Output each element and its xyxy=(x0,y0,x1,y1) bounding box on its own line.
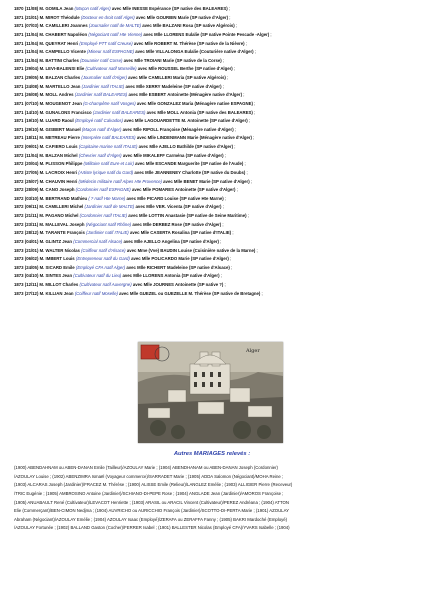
entry-bride: avec Mlle AJELLO Angelina xyxy=(123,238,180,244)
entry-bride: avec Mme (Vve) BAUDIN Louise xyxy=(126,247,193,253)
entry-spouse: M. MIROT Théodule xyxy=(39,14,80,20)
entry-spouse-detail: (Docteur en droit natif Alger) xyxy=(80,14,135,20)
entry-bride-detail: (SP native d'Alger) xyxy=(209,118,248,124)
entry-spouse: M. CAMILLERI Joannes xyxy=(39,23,88,29)
entry-year: 1872 xyxy=(14,161,24,167)
entry-bride-detail: (SP native d'Alger) xyxy=(197,187,236,193)
entry-spouse: M. TARANTE François xyxy=(39,230,85,236)
entry-bride-detail: (SP native d'Alger) xyxy=(185,152,224,158)
entry-bride: avec Mlle MIKALEFF Carména xyxy=(122,152,185,158)
list-item: 1871 (29/04) M. LEVI-BALENSI Elie (Cultivateur natif Marseille) avec Mlle ROUSSEL Berthe (SP native d'Alger) ; xyxy=(14,66,236,72)
list-item: 1873 (06/02) M. IMBERT Louis (Entrepreneur natif du Gard) avec Mlle POLICARDO Marie (SP native d'Alger) ; xyxy=(14,256,232,262)
entry-spouse: M. CHABERT Napoléon xyxy=(39,31,88,37)
marriage-list xyxy=(14,5,419,298)
entry-bride: avec Mlle LAGOUARDETTE M. Antoinette xyxy=(124,118,209,124)
entry-spouse-detail: (Médecin militaire natif Alpes Hte Provence) xyxy=(78,178,162,184)
entry-date: (20/04) xyxy=(24,161,39,167)
entry-bride: avec Mlle LOTTIN Anastasie xyxy=(128,213,186,218)
list-item: /TRIC Eugénie ; (1905) AMBROSINO Antoine (Jardinier)/SCHIANO-DI-PEPE Rose ; (1904) ANGLADE Jean (Jardinier)/AMOROS Françoise ; xyxy=(14,490,284,496)
list-item: 1871 (26/08) M. MOLL Andres (Jardinier natif BALEARES) avec Mlle ESBERT Antoinette (Ménagère native d'Alger) ; xyxy=(14,92,245,98)
entry-spouse-detail: (Artiste lyrique natif du Gard) xyxy=(78,169,134,175)
entry-spouse-detail: (Employé PTT natif Creuse) xyxy=(79,40,133,46)
entry-spouse-detail: (Jardinier natif de MALTE) xyxy=(84,204,135,210)
entry-date: (11/04) xyxy=(24,49,39,55)
entry-year: 1872 xyxy=(14,221,24,227)
entry-bride-detail: (SP native de la Nièvre) xyxy=(197,40,245,46)
entry-date: (11/04) xyxy=(24,57,39,63)
entry-spouse: M. IMBERT Louis xyxy=(39,256,75,262)
list-item: 1871 (29/05) M. BALZAN Charles (Journalier natif d'Alger) avec Mlle CAMILLERI Maria (SP native Algérois) ; xyxy=(14,75,229,80)
list-item: 1871 (11/04) M. CAMPELLO Vicente (Mineur natif ESPAGNE) avec Mlle VILLALONGA Eulalie (Couturière native d'Alger) ; xyxy=(14,49,256,55)
entry-bride-detail: (SP native d'Alger) xyxy=(180,238,219,244)
entry-spouse: M. LEVI-BALENSI Elie xyxy=(39,66,85,72)
entry-bride-detail: (SP native d'Alger) xyxy=(211,178,250,184)
list-item: (1905) ANUABAULT René (Cultivateur)/LEVACOT Henriette ; (1903) ARASIL ou ARACIL Vincent (Cultivateur)/PEREZ Andréana ; (1904) ATTON xyxy=(14,499,289,505)
entry-bride-detail: (SP native d'Alger) xyxy=(190,256,229,262)
entry-spouse: M. MALLEVAL Joseph xyxy=(39,221,85,227)
list-item: 1871 (29/10) M. GISBERT Manuel (Maçon natif d'Alger) avec Mlle RIPOLL Françoise (Ménagère native d'Alger) ; xyxy=(14,126,237,132)
list-item: 1872 (03/10) M. BERTRAND Mathieu ( ? natif Hte Marne) avec Mlle PICARD Louise (SP native Hte Marne) ; xyxy=(14,195,227,201)
entry-bride-detail: (SP native Algérois) xyxy=(194,23,235,29)
entry-date: (06/02) xyxy=(24,256,39,262)
entry-bride: avec Mlle CASERTA Rosalina xyxy=(129,230,190,236)
entry-spouse-detail: (Entrepreneur natif du Gard) xyxy=(75,256,130,262)
entry-bride: avec Mlle RICHERT Madeleine xyxy=(126,264,188,270)
entry-year: 1872 xyxy=(14,178,24,184)
entry-year: 1872 xyxy=(14,204,24,210)
list-item: 1873 (12/11) M. MILLOT Charles (Cultivateur natif Auvergne) avec Mlle JOURNES Antoinette (SP native ?) ; xyxy=(14,282,226,287)
entry-date: (24/08) xyxy=(24,83,39,89)
entry-bride: avec Mlle JOURNES Antoinette xyxy=(132,282,197,287)
entry-bride-detail: (SP native des BALEARES) xyxy=(197,109,253,115)
entry-spouse: M. CANO Joseph xyxy=(39,187,75,193)
entry-year: 1871 xyxy=(14,31,24,37)
list-item: 1871 (24/08) M. MARTELLO Jean (Jardinier natif ITALIE) avec Mlle XERRY Madeleine (SP native d'Alger) ; xyxy=(14,83,224,89)
entry-date: (09/11) xyxy=(24,204,39,210)
entry-year: 1872 xyxy=(14,230,24,236)
entry-spouse: M. MOUGENOT Jean xyxy=(39,100,82,106)
entry-date: (29/10) xyxy=(24,126,39,132)
entry-year: 1872 xyxy=(14,169,24,175)
entry-bride: avec Mlle JEANNENEY Charlotte xyxy=(134,169,201,175)
entry-bride: avec Mlle POMARES Antoinette xyxy=(131,187,197,193)
entry-year: 1871 xyxy=(14,75,24,80)
entry-bride: avec Mlle AJELLO Bathilde xyxy=(138,144,194,149)
list-item: 1873 (24/05) M. SICARD Emile (Employé CFA natif Alger) avec Mlle RICHERT Madeleine (SP native d'Alsace) ; xyxy=(14,264,233,270)
list-item: 1872 (11/04) M. BALZAN Michel (Chevrier natif d'Alger) avec Mlle MIKALEFF Carména (SP native d'Alger) ; xyxy=(14,152,226,158)
entry-date: (19/10) xyxy=(24,118,39,124)
entry-date: (28/09) xyxy=(24,187,39,193)
entry-spouse-detail: (G-champêtre natif Vosges) xyxy=(83,100,136,106)
list-item: 1872 (21/11) M. PAGANO Michel (Cordonnier natif ITALIE) avec Mlle LOTTIN Anastasie (SP native de Seine Maritime) ; xyxy=(14,213,249,218)
entry-spouse-detail: (Commercial natif Alsace) xyxy=(73,238,123,244)
entry-date: (07/03) xyxy=(24,23,39,29)
list-item: 1873 (27/12) M. KILLIAN Jean (Coiffeur natif Moselle) avec Mlle GUEZEL ou GUEZELLE M. Thérèse (SP native de Bretagne) ; xyxy=(14,290,263,296)
entry-year: 1873 xyxy=(14,264,24,270)
entry-date: (04/01) xyxy=(24,238,39,244)
entry-year: 1871 xyxy=(14,23,24,29)
postcard-illustration xyxy=(138,342,283,443)
entry-bride-detail: (SP native de la Corse) xyxy=(175,57,222,63)
entry-spouse-detail: (Mineur natif ESPAGNE) xyxy=(87,49,135,55)
entry-year: 1870 xyxy=(14,6,24,11)
entry-spouse: M. CAFIERO Louis xyxy=(39,144,78,149)
list-item: 1870 (11/08) M. GOMILA Jean (Maçon natif Alger) avec Mlle INESSE Espérance (SP native des BALEARES) ; xyxy=(14,6,231,11)
entry-bride: avec Mlle BALZANI Rosa xyxy=(142,23,194,29)
entry-bride-detail: (SP native d'Alsace) xyxy=(188,264,230,270)
entry-spouse: M. MARTELLO Jean xyxy=(39,83,81,89)
entry-date: (11/04) xyxy=(24,31,39,37)
entry-spouse-detail: (Employé CFA natif Alger) xyxy=(75,264,126,270)
entry-bride: avec Mlle CAMILLERI Maria xyxy=(128,75,185,80)
entry-bride: avec Mlle ROUSSEL Berthe xyxy=(137,66,194,72)
entry-bride: avec Mlle POLICARDO Marie xyxy=(131,256,190,262)
entry-date: (21/11) xyxy=(24,213,39,218)
entry-date: (25/07) xyxy=(24,178,39,184)
list-item: 1871 (11/04) M. BATTINI Charles (Douanier natif Corse) avec Mlle TROIANI Marie (SP native de la Corse) ; xyxy=(14,57,225,63)
entry-date: (14/10) xyxy=(24,109,39,115)
entry-bride-detail: (Cuisinière native de la Marne) xyxy=(193,247,256,253)
entry-bride: avec Mlle BENET Marie xyxy=(163,178,211,184)
list-item: 1871 (11/04) M. QUEYRAT Henri (Employé PTT natif Creuse) avec Mlle ROBERT M. Thérèse (SP native de la Nièvre) ; xyxy=(14,40,247,46)
entry-bride-detail: (Ménagère native d'Alger) xyxy=(181,126,234,132)
entry-date: (23/11) xyxy=(24,221,39,227)
list-item: 1872 (09/11) M. CAMILLERI Michel (Jardinier natif de MALTE) avec Mlle VER. Vicenta (SP native d'Alger) ; xyxy=(14,204,224,210)
entry-spouse-detail: (Coiffeur natif Moselle) xyxy=(74,290,118,296)
list-item: 1871 (07/03) M. CAMILLERI Joannes (Journalier natif de MALTE) avec Mlle BALZANI Rosa (SP native Algérois) ; xyxy=(14,23,238,29)
entry-bride: avec Mlle LLORENS Antonia xyxy=(122,273,181,279)
entry-bride-detail: (SP native d'Alger) xyxy=(183,83,222,89)
list-item: 1871 (19/10) M. LUARD Raoul (Employé natif Calvados) avec Mlle LAGOUARDETTE M. Antoinette (SP native d'Alger) ; xyxy=(14,118,251,124)
entry-bride: avec Mlle ESBERT Antoinette xyxy=(128,92,189,98)
entry-bride-detail: (SP native d'Alger) xyxy=(181,273,220,279)
entry-spouse: M. LACROIX Henri xyxy=(39,169,78,175)
list-item: 1872 (25/07) M. CHAUVIN Henri (Médecin militaire natif Alpes Hte Provence) avec Mlle BENET Marie (SP native d'Alger) ; xyxy=(14,178,253,184)
entry-date: (27/12) xyxy=(24,290,39,296)
entry-bride: avec Mlle GOURBIN Marie xyxy=(135,14,189,20)
entry-date: (12/11) xyxy=(24,282,39,287)
entry-spouse: M. CHAUVIN Henri xyxy=(39,178,78,184)
entry-spouse: M. BALZAN Charles xyxy=(39,75,81,80)
entry-spouse: M. BERTRAND Mathieu xyxy=(39,195,88,201)
entry-bride-detail: (SP native d'Alger) xyxy=(183,204,222,210)
entry-spouse-detail: (Cordonnier natif ESPAGNE) xyxy=(75,187,131,193)
entry-spouse-detail: (Militaire natif Eure et Loir) xyxy=(83,161,134,167)
entry-bride-detail: (SP native de Bretagne) xyxy=(212,290,261,296)
entry-bride-detail: (SP native d'Alger) xyxy=(183,221,222,227)
entry-bride-detail: (SP native de l'Aude) xyxy=(200,161,244,167)
entry-year: 1873 xyxy=(14,282,24,287)
list-item: /AZOULAY Louise ; (1902) ABENZIMRA Ismaël (Voyageur commerce)/SARRADET Marie ; (1905) ADDA Salomon (Négociant)/MOHA Reine ; xyxy=(14,473,284,479)
entry-year: 1871 xyxy=(14,49,24,55)
entry-bride: avec Mlle GONZALEZ Maria xyxy=(136,100,194,106)
entry-year: 1872 xyxy=(14,187,24,193)
entry-bride-detail: (SP native des BALEARES) xyxy=(172,6,228,11)
entry-bride-detail: (SP native du Doubs) xyxy=(202,169,246,175)
entry-year: 1871 xyxy=(14,14,24,20)
entry-spouse-detail: (Négociant natif Hte Vienne) xyxy=(88,31,143,37)
entry-bride: avec Mlle PICARD Louise xyxy=(126,195,179,201)
entry-spouse-detail: (Employé natif Calvados) xyxy=(74,118,123,124)
entry-year: 1873 xyxy=(14,290,24,296)
entry-year: 1871 xyxy=(14,118,24,124)
entry-spouse-detail: (Interprète natif BALEARES) xyxy=(81,135,136,141)
entry-spouse: M. BALZAN Michel xyxy=(39,152,78,158)
entry-year: 1873 xyxy=(14,238,24,244)
entry-spouse-detail: (Capitaine marine natif ITALIE) xyxy=(78,144,138,149)
postcard-caption: Alger xyxy=(246,348,260,354)
entry-date: (27/05) xyxy=(24,169,39,175)
entry-bride: avec Mlle DERBEZ Rose xyxy=(132,221,183,227)
entry-spouse-detail: (Jardinier natif ITALIE) xyxy=(86,230,129,236)
list-item: 1871 (11/04) M. CHABERT Napoléon (Négociant natif Hte Vienne) avec Mlle LLORENS Eulalie (SP native Pointe Pescade -Alger) ; xyxy=(14,31,272,37)
entry-date: (24/05) xyxy=(24,264,39,270)
entry-spouse-detail: (Journalier natif d'Alger) xyxy=(81,75,127,80)
entry-bride: avec Mlle XERRY Madeleine xyxy=(125,83,183,89)
entry-bride-detail: (SP native de Seine Maritime) xyxy=(186,213,247,218)
entry-spouse: M. KILLIAN Jean xyxy=(39,290,74,296)
entry-year: 1871 xyxy=(14,126,24,132)
entry-bride: avec Mlle RIPOLL Françoise xyxy=(122,126,181,132)
entry-date: (03/10) xyxy=(24,195,39,201)
entry-bride: avec Mlle GUEZEL ou GUEZELLE M. Thérèse xyxy=(119,290,211,296)
entry-date: (18/11) xyxy=(24,135,39,141)
list-item: 1872 (20/04) M. PLISSON Philippe (Militaire natif Eure et Loir) avec Mlle ESCANDE Marguerite (SP native de l'Aude) ; xyxy=(14,161,246,167)
list-item: 1872 (28/09) M. CANO Joseph (Cordonnier natif ESPAGNE) avec Mlle POMARES Antoinette (SP native d'Alger) ; xyxy=(14,187,238,193)
entry-spouse-detail: (Jardinier natif BALEARES) xyxy=(92,109,146,115)
entry-year: 1871 xyxy=(14,92,24,98)
entry-year: 1873 xyxy=(14,273,24,279)
entry-bride-detail: (Ménagère native d'Alger) xyxy=(199,135,252,141)
entry-spouse: M. METREAU Pierre xyxy=(39,135,80,141)
entry-bride-detail: (Ménagère native d'Alger) xyxy=(189,92,243,98)
entry-bride: avec Mlle VER. Vicenta xyxy=(135,204,183,210)
entry-spouse: M. MOLL Andres xyxy=(39,92,74,98)
entry-bride: avec Mlle VILLALONGA Eulalie xyxy=(135,49,199,55)
entry-spouse: M. WALTER Nicolas xyxy=(39,247,80,253)
entry-year: 1873 xyxy=(14,256,24,262)
entry-year: 1871 xyxy=(14,135,24,141)
entry-spouse-detail: (Jardinier natif ITALIE) xyxy=(81,83,125,89)
entry-spouse-detail: (Cultivateur natif Auvergne) xyxy=(79,282,132,287)
entry-year: 1873 xyxy=(14,247,24,253)
list-item: Abraham (Négociant)/AZOULAY Emélie ; (1904) AZOULAY Isaac (Employé)/ZERAFA ou ZERAFFA Fanny ; (1905) BAKRI Mardoché (Employé) xyxy=(14,516,288,522)
list-item: 1872 (09/01) M. CAFIERO Louis (Capitaine marine natif ITALIE) avec Mlle AJELLO Bathilde (SP native d'Alger) ; xyxy=(14,144,236,149)
entry-spouse-detail: (Journalier natif de MALTE) xyxy=(88,23,142,29)
entry-year: 1872 xyxy=(14,152,24,158)
entry-spouse: M. LUARD Raoul xyxy=(39,118,74,124)
entry-spouse: M. GLINTZ Jean xyxy=(39,238,73,244)
list-item: 1873 (21/01) M. WALTER Nicolas (Coiffeur natif d'Alsace) avec Mme (Vve) BAUDIN Louise (Cuisinière native de la Marne) ; xyxy=(14,247,258,253)
list-item: (1900) ABENDAHNAM ou ABEN-DANAN Emile (Tailleur)/AZOULAY Marie ; (1904) ABENDHANAM ou ABEN-DANAN Joseph (Cordonnier) xyxy=(14,465,278,470)
entry-spouse-detail: (Cultivateur natif Marseille) xyxy=(85,66,137,72)
entry-year: 1871 xyxy=(14,83,24,89)
entry-spouse-detail: (Douanier natif Corse) xyxy=(80,57,123,63)
list-item: 1872 (27/05) M. LACROIX Henri (Artiste lyrique natif du Gard) avec Mlle JEANNENEY Charlotte (SP native du Doubs) ; xyxy=(14,169,248,175)
entry-bride-detail: (Ménagère native ESPAGNE) xyxy=(194,100,253,106)
list-item: 1871 (18/11) M. METREAU Pierre (Interprète natif BALEARES) avec Mlle LINDENMANN Marie (Ménagère native d'Alger) ; xyxy=(14,135,255,141)
entry-spouse-detail: (Jardinier natif BALEARES) xyxy=(74,92,128,98)
entry-spouse-detail: (Chevrier natif d'Alger) xyxy=(78,152,122,158)
entry-spouse-detail: (Cultivateur natif du Lieu) xyxy=(73,273,122,279)
list-item: 1871 (07/10) M. MOUGENOT Jean (G-champêtre natif Vosges) avec Mlle GONZALEZ Maria (Ménagère native ESPAGNE) ; xyxy=(14,100,256,106)
entry-bride: avec Mlle INESSE Espérance xyxy=(111,6,171,11)
entry-bride-detail: (SP native d'Alger) xyxy=(194,66,233,72)
entry-date: (21/01) xyxy=(24,247,39,253)
entry-bride: avec Mlle ROBERT M. Thérèse xyxy=(133,40,196,46)
entry-date: (29/05) xyxy=(24,75,39,80)
entry-bride-detail: (SP native Pointe Pescade -Alger) xyxy=(200,31,270,37)
entry-spouse-detail: (Négociant natif Rhône) xyxy=(85,221,132,227)
entry-year: 1871 xyxy=(14,57,24,63)
entry-spouse: M. SINTES Jean xyxy=(39,273,73,279)
entry-bride-detail: (Couturière native d'Alger) xyxy=(199,49,254,55)
entry-spouse: M. BATTINI Charles xyxy=(39,57,79,63)
entry-spouse-detail: (Maçon natif d'Alger) xyxy=(81,126,122,132)
entry-spouse: M. QUEYRAT Henri xyxy=(39,40,79,46)
entry-bride: avec Mlle TROIANI Marie xyxy=(123,57,174,63)
entry-year: 1871 xyxy=(14,40,24,46)
stamp-icon xyxy=(141,345,159,359)
entry-spouse: M. GISBERT Manuel xyxy=(39,126,81,132)
entry-bride-detail: (SP native ?) xyxy=(197,282,224,287)
alger-postcard-image xyxy=(138,342,283,443)
list-item: Elie (Commerçant)/BEN-CIMON Nedjma ; (1904) AUVRICHO ou AURICCHIO François (Jardinier)/SCOTTO-DI-PERTA Marie ; (1901) AZOULAY xyxy=(14,508,289,514)
entry-spouse-detail: (Coiffeur natif d'Alsace) xyxy=(81,247,126,253)
entry-spouse: M. PLISSON Philippe xyxy=(39,161,83,167)
entry-year: 1871 xyxy=(14,100,24,106)
entry-date: (09/01) xyxy=(24,144,39,149)
entry-date: (04/10) xyxy=(24,273,39,279)
entry-bride: avec Mlle MOLL Antonia xyxy=(146,109,197,115)
entry-bride-detail: (SP native d'Alger) xyxy=(195,144,234,149)
entry-spouse: M. MILLOT Charles xyxy=(39,282,79,287)
list-item: 1872 (28/12) M. TARANTE François (Jardinier natif ITALIE) avec Mlle CASERTA Rosalina (SP native d'ITALIE) ; xyxy=(14,230,234,236)
entry-spouse: M. CAMILLERI Michel xyxy=(39,204,84,210)
entry-bride: avec Mlle LINDENMANN Marie xyxy=(136,135,199,141)
entry-date: (11/04) xyxy=(24,152,39,158)
entry-year: 1871 xyxy=(14,66,24,72)
entry-bride-detail: (SP native Algérois) xyxy=(185,75,226,80)
entry-spouse: M. GOMILA Jean xyxy=(39,6,74,11)
list-item: 1873 (04/01) M. GLINTZ Jean (Commercial natif Alsace) avec Mlle AJELLO Angelina (SP native d'Alger) ; xyxy=(14,238,222,244)
entry-date: (26/08) xyxy=(24,92,39,98)
entry-date: (11/04) xyxy=(24,40,39,46)
list-item: 1873 (04/10) M. SINTES Jean (Cultivateur natif du Lieu) avec Mlle LLORENS Antonia (SP native d'Alger) ; xyxy=(14,273,222,279)
entry-bride-detail: (SP native d'ITALIE) xyxy=(190,230,232,236)
entry-bride: avec Mlle LLORENS Eulalie xyxy=(143,31,200,37)
entry-spouse: M. CAMPELLO Vicente xyxy=(39,49,86,55)
entry-date: (07/10) xyxy=(24,100,39,106)
entry-bride-detail: (SP native Hte Marne) xyxy=(179,195,224,201)
entry-spouse: M. SICARD Emile xyxy=(39,264,75,270)
entry-spouse: M. PAGANO Michel xyxy=(39,213,79,218)
entry-year: 1872 xyxy=(14,144,24,149)
list-item: 1871 (21/01) M. MIROT Théodule (Docteur en droit natif Alger) avec Mlle GOURBIN Marie (SP native d'Alger) ; xyxy=(14,14,231,20)
other-marriages xyxy=(14,464,419,533)
list-item: 1871 (14/10) M. GUNALONS Francisco (Jardinier natif BALEARES) avec Mlle MOLL Antonia (SP native des BALEARES) ; xyxy=(14,109,256,115)
entry-spouse: M. GUNALONS Francisco xyxy=(39,109,92,115)
section-title: Autres MARIAGES relevés : xyxy=(173,451,251,457)
entry-spouse-detail: (Maçon natif Alger) xyxy=(74,6,111,11)
entry-bride: avec Mlle ESCANDE Marguerite xyxy=(135,161,200,167)
entry-date: (28/12) xyxy=(24,230,39,236)
entry-date: (29/04) xyxy=(24,66,39,72)
entry-date: (11/08) xyxy=(24,6,39,11)
entry-date: (21/01) xyxy=(24,14,39,20)
entry-year: 1871 xyxy=(14,109,24,115)
entry-year: 1872 xyxy=(14,213,24,218)
entry-year: 1872 xyxy=(14,195,24,201)
entry-spouse-detail: ( ? natif Hte Marne) xyxy=(88,195,126,201)
entry-spouse-detail: (Cordonnier natif ITALIE) xyxy=(79,213,128,218)
entry-bride-detail: (SP native d'Alger) xyxy=(190,14,229,20)
list-item: 1872 (23/11) M. MALLEVAL Joseph (Négociant natif Rhône) avec Mlle DERBEZ Rose (SP native d'Alger) ; xyxy=(14,221,224,227)
list-item: (1903) ALCARAS Joseph (Jardinier)/FRACEZ M. Thérèse ; (1900) ALISSE Emile (Relieur)/LANGLEZ Emélie ; (1903) ALLIGIER Pierre (Receveur) xyxy=(14,482,293,488)
list-item: /AZOULAY Fortunée ; (1902) BALLAND Gaston (Cocher)/FERRER Isabel ; (1901) BALLESTER Nicolas (Employé CFA)/YVARS Isabelle ; (1904) xyxy=(14,525,290,531)
